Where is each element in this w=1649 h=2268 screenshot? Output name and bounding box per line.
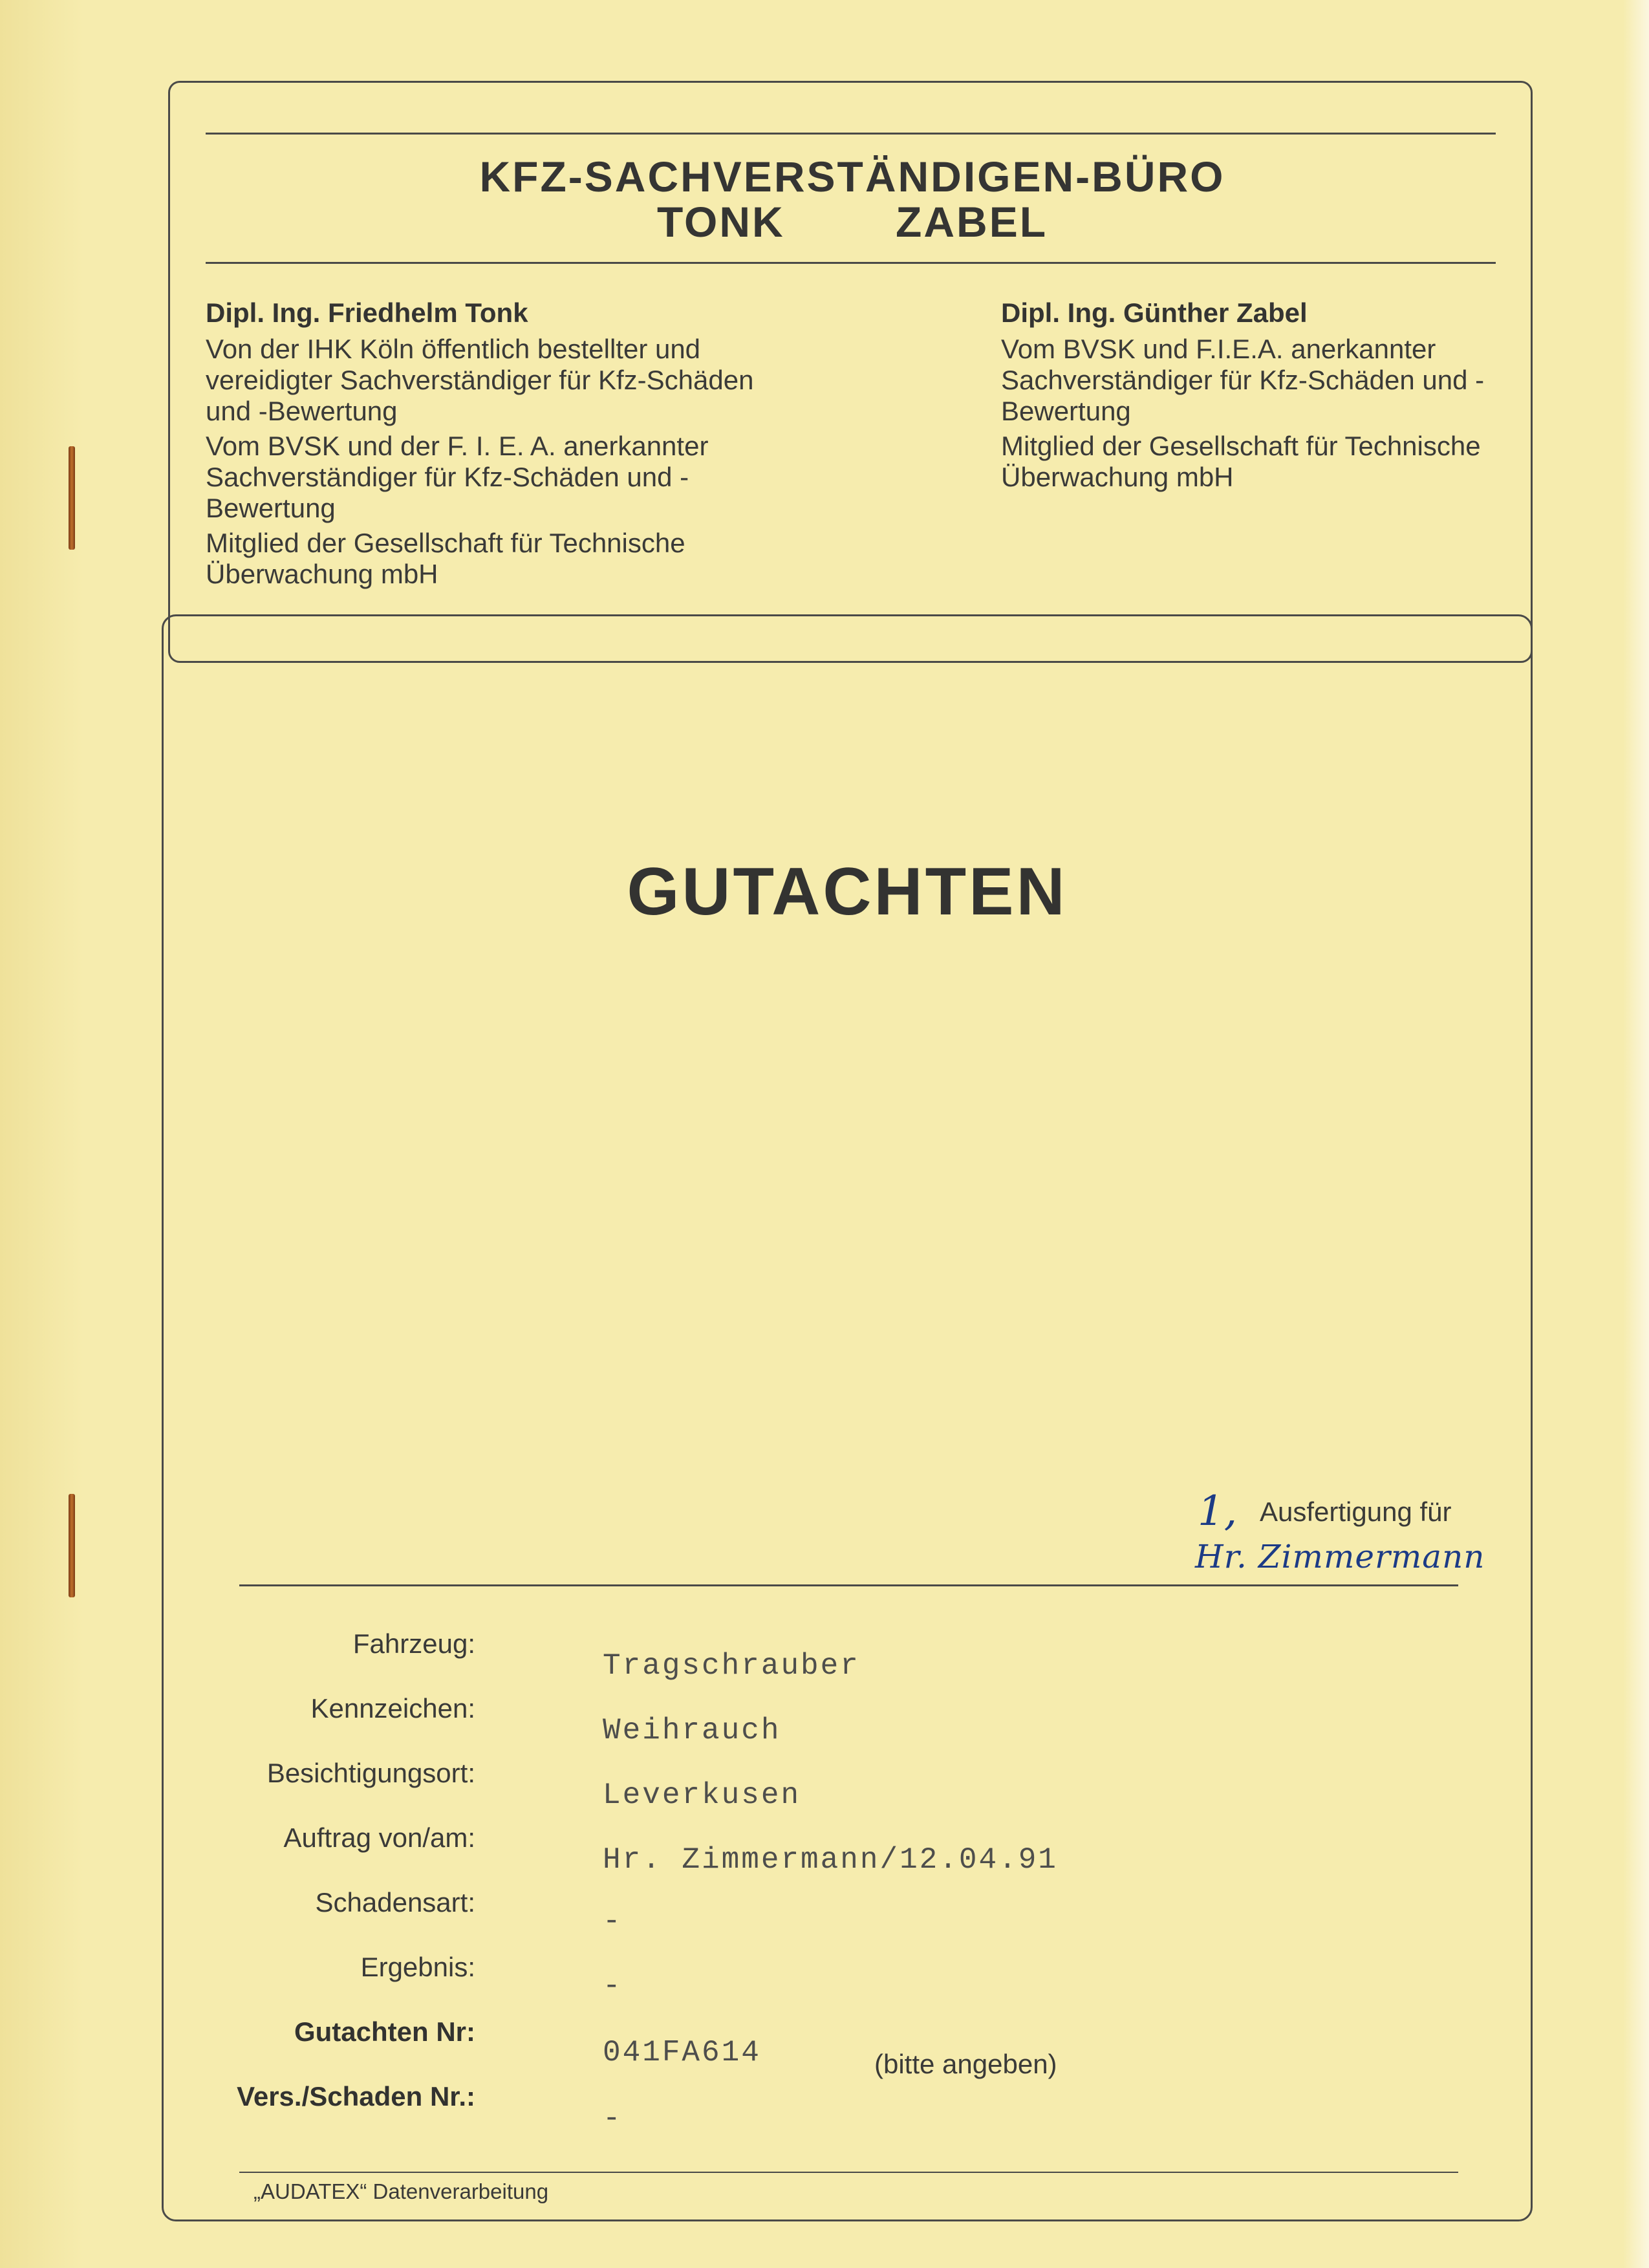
label-besichtigungsort: Besichtigungsort: [266,1758,475,1788]
expert-name: Dipl. Ing. Friedhelm Tonk [206,297,528,328]
label-ergebnis: Ergebnis: [360,1952,475,1982]
label-kennzeichen: Kennzeichen: [310,1693,475,1723]
expert-name: Dipl. Ing. Günther Zabel [1001,297,1308,328]
staple-bottom [69,1494,75,1597]
label-vers-schaden-nr: Vers./Schaden Nr.: [237,2081,475,2111]
expert-tonk [206,297,788,594]
value-gutachten-nr: 041FA614 [603,2036,761,2069]
firm-name: KFZ-SACHVERSTÄNDIGEN-BÜRO [479,153,1225,200]
copy-label: Ausfertigung für [1260,1496,1452,1527]
paper-left-shadow [0,0,84,2268]
value-fahrzeug: Tragschrauber [603,1649,860,1683]
copy-recipient-handwritten: Hr. Zimmermann [1195,1538,1485,1575]
label-schadensart: Schadensart: [315,1887,475,1917]
value-schadensart: - [603,1905,623,1938]
header-bottom-rule [206,262,1496,264]
label-auftrag: Auftrag von/am: [283,1822,475,1853]
expert-credential: Vom BVSK und F.I.E.A. anerkannter Sachverständiger für Kfz-Schäden und -Bewertung [1001,334,1485,426]
header-top-rule [206,133,1496,135]
staple-top [69,446,75,550]
copy-number-handwritten: 1, [1198,1487,1238,1535]
value-auftrag: Hr. Zimmermann/12.04.91 [603,1843,1058,1877]
value-besichtigungsort: Leverkusen [603,1778,801,1812]
document-title: GUTACHTEN [627,854,1068,929]
expert-credential: Vom BVSK und der F. I. E. A. anerkannter Sachverständiger für Kfz-Schäden und -Bewertung [206,431,709,523]
footer-rule [239,2172,1458,2173]
expert-zabel [1001,297,1518,497]
expert-credential: Mitglied der Gesellschaft für Technische Überwachung mbH [206,528,685,589]
value-vers-schaden-nr: - [603,2102,623,2135]
value-kennzeichen: Weihrauch [603,1714,781,1747]
expert-credential: Von der IHK Köln öffentlich bestellter und vereidigter Sachverständiger für Kfz-Schäden und -Bewertung [206,334,754,426]
gutachten-nr-hint: (bitte angeben) [874,2049,1057,2079]
label-fahrzeug: Fahrzeug: [352,1628,475,1659]
firm-partners: TONK ZABEL [656,198,1048,246]
label-gutachten-nr: Gutachten Nr: [294,2016,475,2047]
form-top-rule [239,1584,1458,1586]
paper-right-edge [1623,0,1649,2268]
footer-note: „AUDATEX“ Datenverarbeitung [253,2179,549,2203]
value-ergebnis: - [603,1969,623,2003]
expert-credential: Mitglied der Gesellschaft für Technische Überwachung mbH [1001,431,1481,492]
